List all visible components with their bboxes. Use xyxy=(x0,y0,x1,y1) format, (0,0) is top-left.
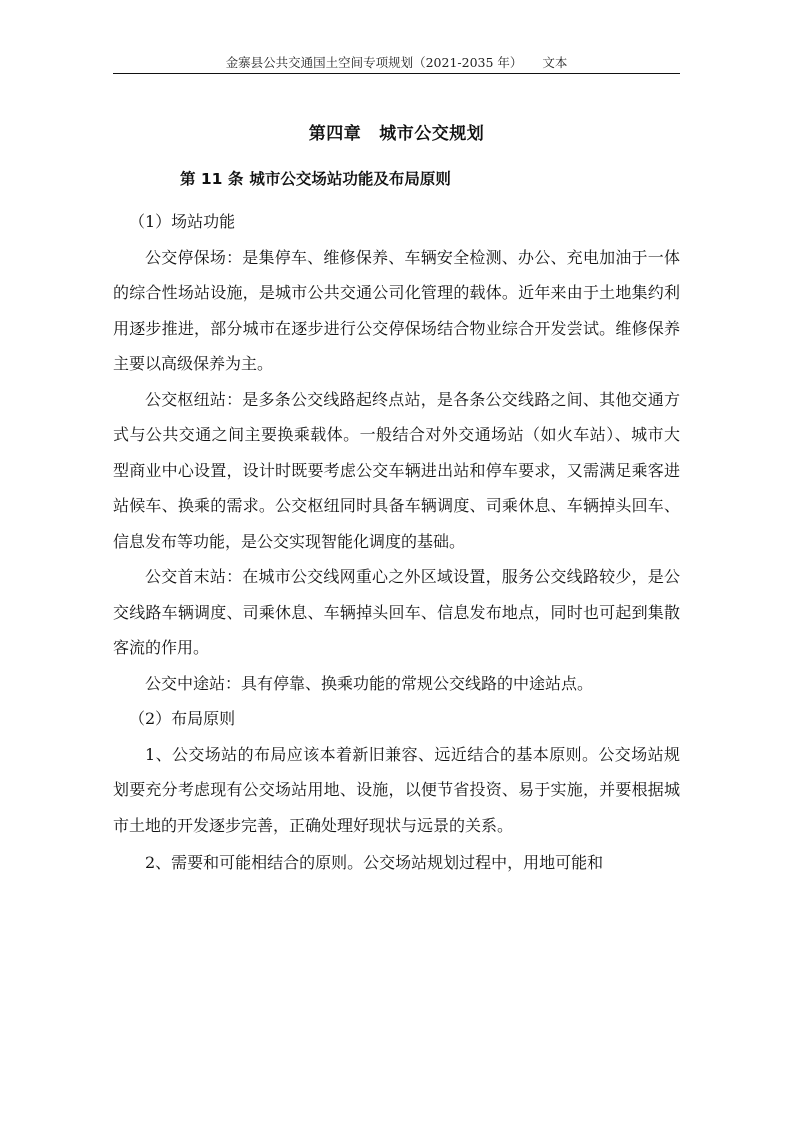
paragraph-hub-station: 公交枢纽站：是多条公交线路起终点站，是各条公交线路之间、其他交通方式与公共交通之间主要换乘载体。一般结合对外交通场站（如火车站）、城市大型商业中心设置，设计时既要考虑公交车辆进出站和停车要求，又需满足乘客进站候车、换乘的需求。公交枢纽同时具备车辆调度、司乘休息、车辆掉头回车、信息发布等功能，是公交实现智能化调度的基础。 xyxy=(113,389,680,551)
header-rule xyxy=(113,73,680,74)
paragraph-intermediate-stop: 公交中途站：具有停靠、换乘功能的常规公交线路的中途站点。 xyxy=(145,673,594,693)
article-heading xyxy=(180,167,451,189)
paragraph-maintenance-depot: 公交停保场：是集停车、维修保养、车辆安全检测、办公、充电加油于一体的综合性场站设施，是城市公共交通公司化管理的载体。近年来由于土地集约利用逐步推进，部分城市在逐步进行公交停保场结合物业综合开发尝试。维修保养主要以高级保养为主。 xyxy=(113,247,680,373)
chapter-number: 第四章 xyxy=(308,124,362,144)
section-heading-functions: （1）场站功能 xyxy=(129,212,236,231)
article-title: 城市公交场站功能及布局原则 xyxy=(249,170,451,188)
paragraph-principle-2: 2、需要和可能相结合的原则。公交场站规划过程中，用地可能和 xyxy=(145,853,604,872)
paragraph-principle-1: 1、公交场站的布局应该本着新旧兼容、远近结合的基本原则。公交场站规划要充分考虑现有公交场站用地、设施，以便节省投资、易于实施，并要根据城市土地的开发逐步完善，正确处理好现状与远景的关系。 xyxy=(113,744,680,835)
section-heading-layout-principles: （2）布局原则 xyxy=(129,709,236,728)
header-title: 金寨县公共交通国土空间专项规划（2021-2035 年） xyxy=(225,55,523,70)
body-text xyxy=(113,204,680,881)
header-doc-type: 文本 xyxy=(542,55,568,70)
chapter-title: 城市公交规划 xyxy=(379,124,485,144)
chapter-heading xyxy=(0,119,793,144)
paragraph-terminal-station: 公交首末站：在城市公交线网重心之外区域设置，服务公交线路较少，是公交线路车辆调度、司乘休息、车辆掉头回车、信息发布地点，同时也可起到集散客流的作用。 xyxy=(113,567,680,657)
page-header xyxy=(113,53,680,73)
article-number: 第 11 条 xyxy=(180,170,244,188)
